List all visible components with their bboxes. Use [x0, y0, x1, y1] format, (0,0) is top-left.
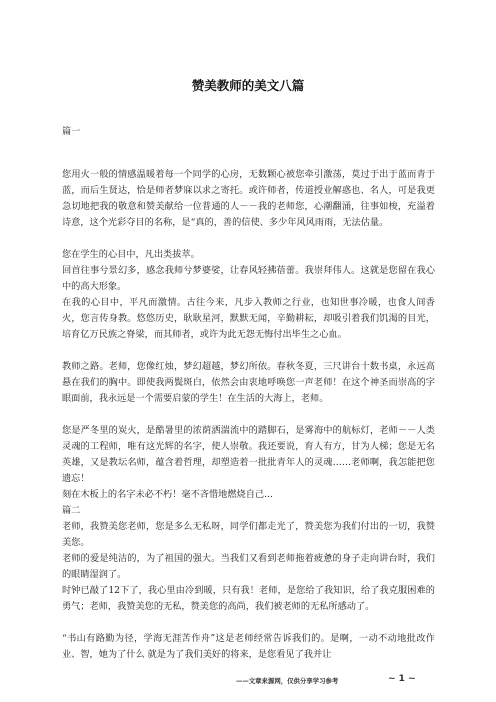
- paragraph-5: 教师之路。老师，您像红烛，梦幻超越，梦幻所依。春秋冬夏，三尺讲台十数书桌，永远高悬在我们的胸中。即使我两鬓斑白，依然会由衷地呼唤您一声老师！在这个神圣而崇高的字眼面前，我永远是一个需要启蒙的学生！在生活的大海上，老师。: [62, 361, 435, 404]
- footer-source-text: ——文章来源网，仅供分享学习参考: [236, 677, 339, 685]
- paragraph-2: 您在学生的心目中，凡出类拔萃。: [62, 249, 200, 260]
- page-number: ~ 1 ~: [388, 674, 416, 684]
- section-label-1: 篇一: [62, 126, 81, 137]
- paragraph-11: “书山有路勤为径，学海无涯苦作舟”这是老师经常告诉我们的。是啊，一动不动地批改作业、智，她为了什么 就是为了我们美好的将来，是您看见了我并让: [62, 633, 435, 660]
- paragraph-6: 您是严冬里的炭火，是酷暑里的浓荫洒湍流中的踏脚石，是雾海中的航标灯，老师－－人类灵魂的工程师，唯有这光辉的名字，使人崇敬。我还要说，育人有方，甘为人梯；您是无名英雄，又是教坛名师，蕴含着哲理，却塑造着一批批青年人的灵魂……老师啊，我怎能把您遗忘！: [62, 425, 435, 484]
- paragraph-1: 您用火一般的情感温暖着每一个同学的心房，无数颗心被您牵引激荡，莫过于出于蓝而青于蓝，而后生贤达，恰是师者梦寐以求之寄托。或许师者，传道授业解惑也、名人，可是我更急切地把我的敬意和赞美献给一位普通的人－－我的老师您，心潮翻涌，往事如梭，充溢着诗意，这个光彩夺目的名称，是“真的，善的信使、多少年风风雨雨，无法估量。: [62, 169, 435, 228]
- paragraph-4: 在我的心目中，平凡而激情。古往今来，凡步入教师之行业，也知世事冷暖，也食人间香火，您言传身教。悠悠历史，耿耿星河，默默无闻，辛勤耕耘，却吸引着我们饥渴的目光，培育亿万民族之脊梁，而其师者，或许为此无怨无悔付出毕生之心血。: [62, 297, 435, 340]
- paragraph-10: 时钟已敲了12下了，我心里由冷到暖，只有我！老师，是您给了我知识，给了我克服困难的勇气；老师，我赞美您的无私，赞美您的高尚，我们被老师的无私所感动了。: [62, 585, 435, 612]
- paragraph-9: 老师的爱是纯洁的，为了祖国的强大。当我们又看到老师拖着疲惫的身子走向讲台时，我们的眼睛湿润了。: [62, 553, 435, 580]
- paragraph-7: 刻在木板上的名字未必不朽！毫不吝惜地燃烧自己...: [62, 489, 273, 500]
- paragraph-8: 老师，我赞美您老师，您是多么无私呀，同学们都走光了，赞美您为我们付出的一切，我赞美您。: [62, 521, 435, 548]
- paragraph-3: 回首往事兮景幻多，感念我师兮梦婆娑，让春风轻拂蓓蕾。我崇拜伟人。这就是您留在我心中的高大形象。: [62, 265, 435, 292]
- section-label-2: 篇二: [62, 505, 81, 516]
- document-title: 赞美教师的美文八篇: [191, 78, 305, 93]
